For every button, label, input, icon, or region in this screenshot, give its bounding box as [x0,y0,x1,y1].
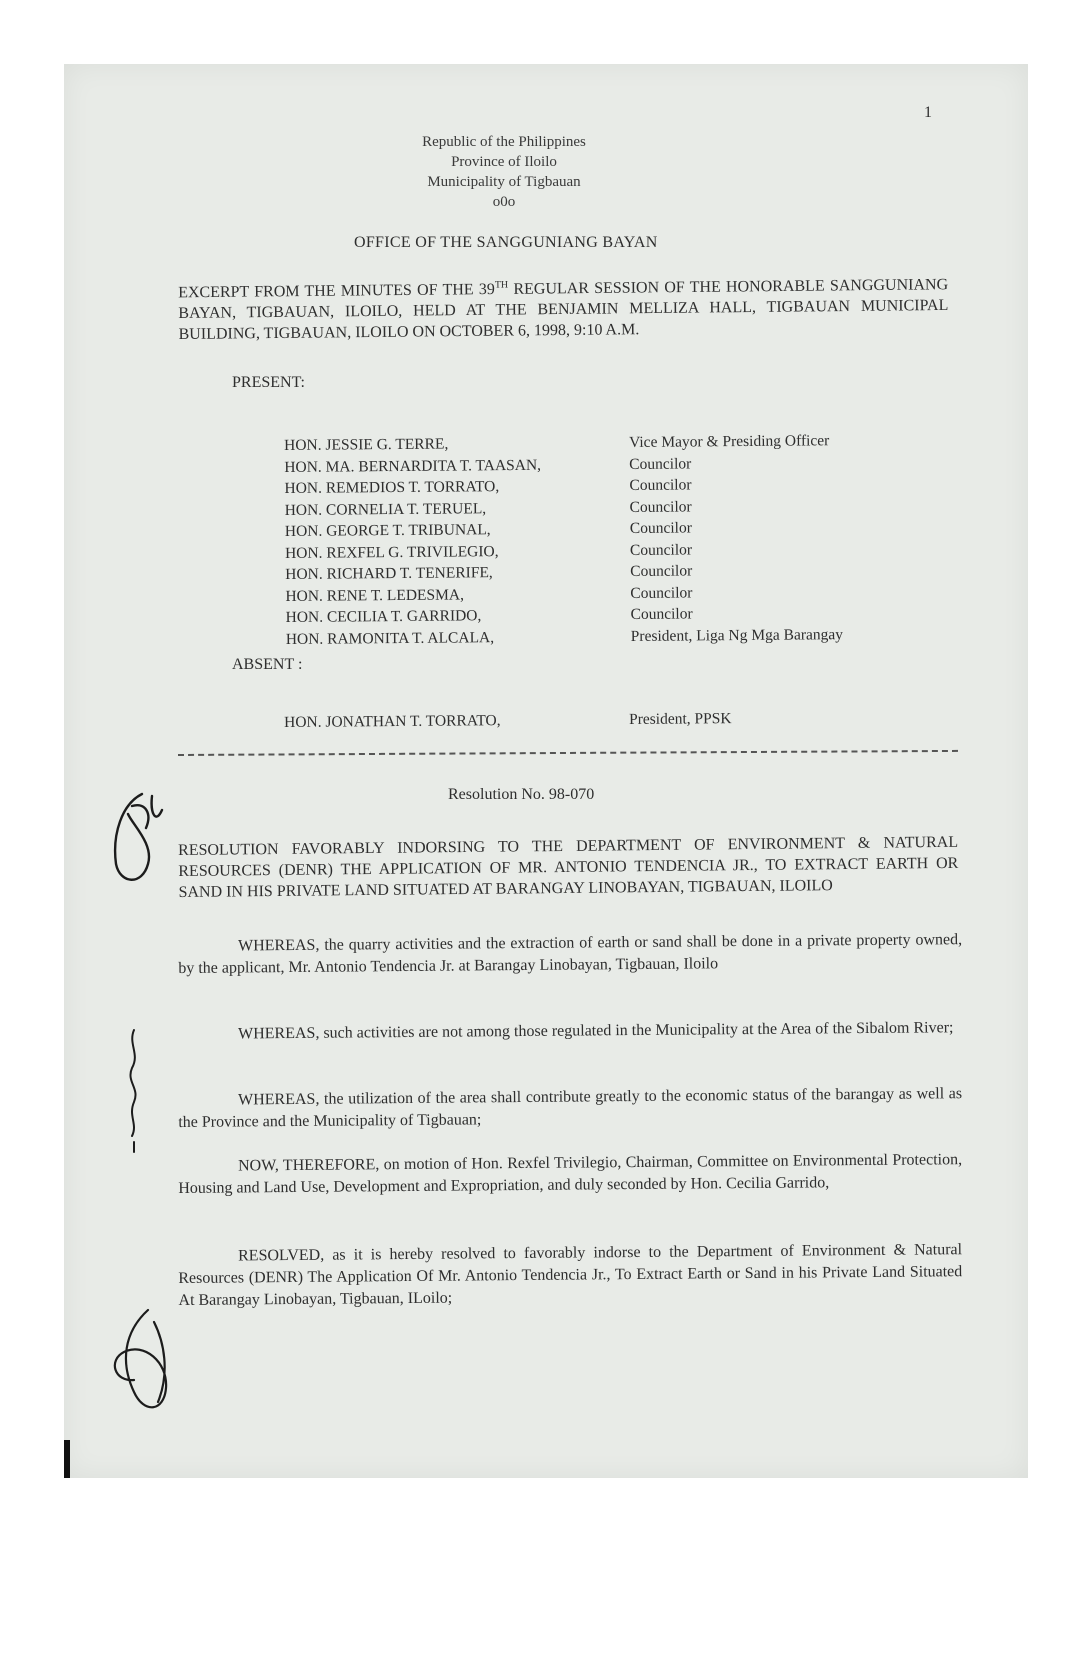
attendee-name: HON. GEORGE T. TRIBUNAL, [284,521,491,540]
excerpt-text-start: EXCERPT FROM THE MINUTES OF THE 39 [178,281,495,302]
absent-list [284,706,924,733]
letterhead-ornament: o0o [492,194,516,210]
whereas-paragraph-3: WHEREAS, the utilization of the area shall contribute greatly to the economic status of the barangay as well as the Province and the Municipality of Tigbauan; [178,1085,963,1131]
attendee-name: HON. RENE T. LEDESMA, [285,585,465,605]
attendee-role: Vice Mayor & Presiding Officer [629,432,830,451]
resolution-title: RESOLUTION FAVORABLY INDORSING TO THE DEPARTMENT OF ENVIRONMENT & NATURAL RESOURCES (DENR) THE APPLICATION OF MR. ANTONIO TENDENCIA JR., TO EXTRACT EARTH OR SAND IN HIS PRIVATE LAND SITUATED AT BARANGAY LINOBAYAN, TIGBAUAN, ILOILO [178,833,959,901]
attendee-role: Councilor [629,454,692,473]
attendee-name: HON. CORNELIA T. TERUEL, [284,499,487,519]
excerpt-text-end: REGULAR SESSION OF THE HONORABLE SANGGUNIANG BAYAN, TIGBAUAN, ILOILO, HELD AT THE BENJAMIN MELLIZA HALL, TIGBAUAN MUNICIPAL BUILDING, TIGBAUAN, ILOILO ON OCTOBER 6, 1998, 9:10 A.M. [178,276,949,344]
present-label: PRESENT: [232,374,305,391]
attendee-name: HON. REXFEL G. TRIVILEGIO, [284,542,499,562]
attendee-name: HON. RAMONITA T. ALCALA, [285,628,495,648]
initials-signature-middle [114,1024,154,1154]
section-divider [178,750,958,756]
initials-signature-top [102,784,172,894]
attendee-role: Councilor [630,605,693,623]
attendee-name: HON. JESSIE G. TERRE, [284,435,449,454]
attendee-role: Councilor [630,583,693,602]
letterhead-country: Republic of the Philippines [422,134,586,150]
attendee-role: President, Liga Ng Mga Barangay [630,625,844,645]
attendee-role: Councilor [629,476,692,494]
attendee-name: HON. CECILIA T. GARRIDO, [285,607,482,626]
attendee-name: HON. MA. BERNARDITA T. TAASAN, [284,456,542,476]
office-title: OFFICE OF THE SANGGUNIANG BAYAN [354,234,658,251]
page-number: 1 [924,104,932,121]
attendee-row [286,623,926,650]
attendee-role: President, PPSK [629,710,732,728]
letterhead-province: Province of Iloilo [451,154,557,170]
attendee-role: Councilor [629,519,692,537]
attendee-role: Councilor [629,497,692,516]
attendee-name: HON. JONATHAN T. TORRATO, [284,712,501,731]
resolution-number: Resolution No. 98-070 [448,786,595,803]
attendee-role: Councilor [629,540,693,559]
therefore-paragraph: NOW, THEREFORE, on motion of Hon. Rexfel Trivilegio, Chairman, Committee on Environmental Protection, Housing and Land Use, Development and Expropriation, and duly seconded by Hon. Cecilia Garrido, [178,1151,963,1197]
document-page [64,64,1028,1478]
attendee-name: HON. REMEDIOS T. TORRATO, [284,478,500,497]
letterhead [344,132,664,212]
attendee-name: HON. RICHARD T. TENERIFE, [285,564,493,583]
scan-edge-shadow [64,1440,70,1478]
attendee-row [284,706,924,733]
attendee-role: Councilor [630,562,693,580]
present-list [284,429,926,650]
whereas-paragraph-2: WHEREAS, such activities are not among those regulated in the Municipality at the Area of the Sibalom River; [238,1019,954,1043]
resolved-paragraph: RESOLVED, as it is hereby resolved to favorably indorse to the Department of Environment & Natural Resources (DENR) The Application Of Mr. Antonio Tendencia Jr., To Extract Earth or Sand in his Private Land Situated At Barangay Linobayan, Tigbauan, ILoilo; [178,1241,963,1309]
initials-signature-bottom [104,1302,184,1432]
minutes-excerpt [178,270,949,345]
whereas-paragraph-1: WHEREAS, the quarry activities and the extraction of earth or sand shall be done in a private property owned, by the applicant, Mr. Antonio Tendencia Jr. at Barangay Linobayan, Tigbauan, Iloilo [178,931,963,977]
letterhead-municipality: Municipality of Tigbauan [427,174,581,190]
excerpt-ordinal: TH [494,279,509,291]
absent-label: ABSENT : [232,656,303,673]
